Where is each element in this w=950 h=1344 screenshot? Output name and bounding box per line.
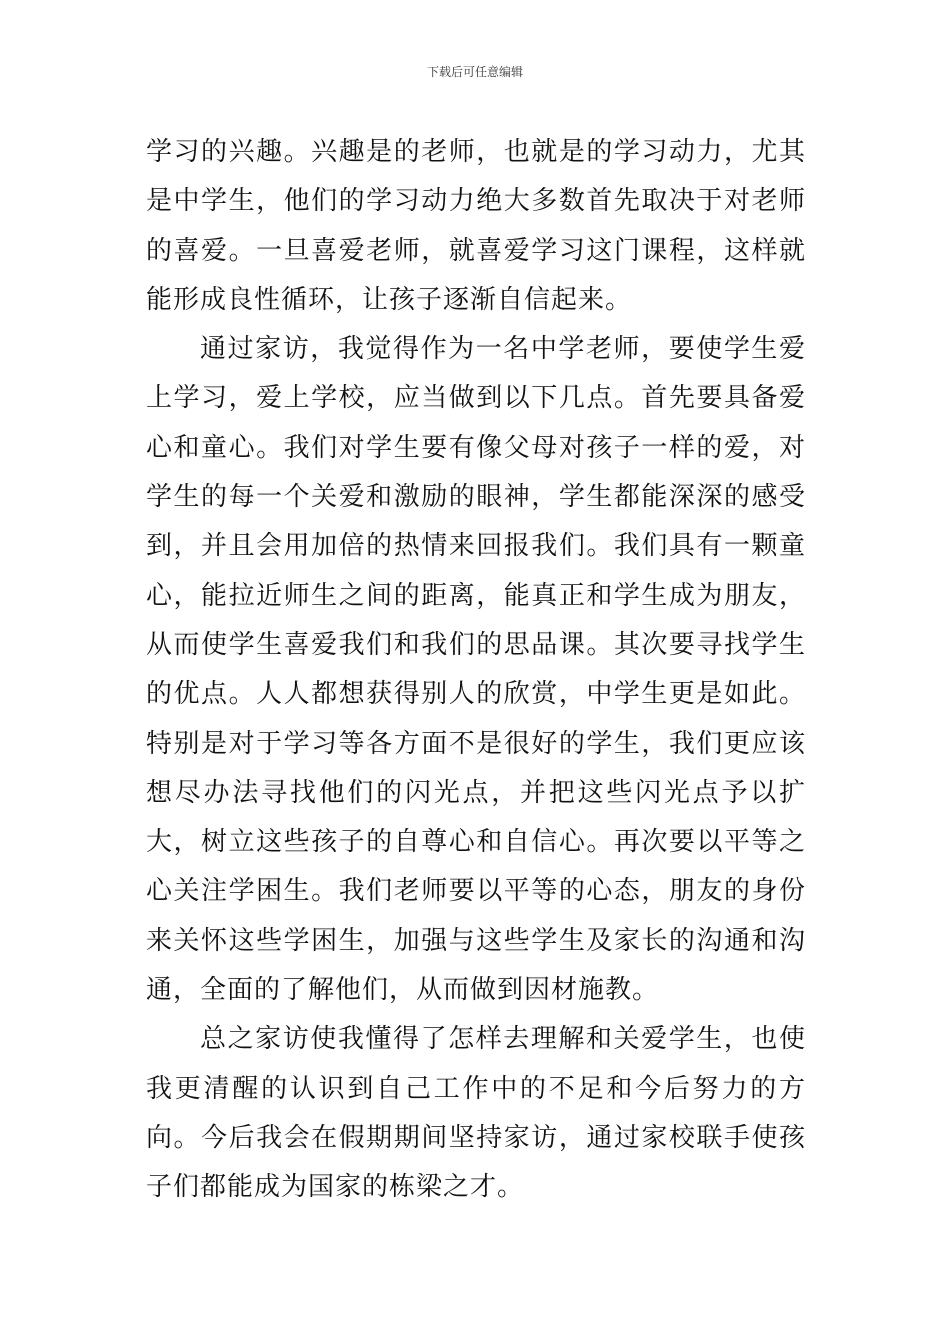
- page-header: 下载后可任意编辑: [426, 65, 523, 79]
- document-body: [146, 128, 806, 1213]
- paragraph-home-visit-reflection: 通过家访，我觉得作为一名中学老师，要使学生爱上学习，爱上学校，应当做到以下几点。首先要具备爱心和童心。我们对学生要有像父母对孩子一样的爱，对学生的每一个关爱和激励的眼神，学生都能深深的感受到，并且会用加倍的热情来回报我们。我们具有一颗童心，能拉近师生之间的距离，能真正和学生成为朋友，从而使学生喜爱我们和我们的思品课。其次要寻找学生的优点。人人都想获得别人的欣赏，中学生更是如此。特别是对于学习等各方面不是很好的学生，我们更应该想尽办法寻找他们的闪光点，并把这些闪光点予以扩大，树立这些孩子的自尊心和自信心。再次要以平等之心关注学困生。我们老师要以平等的心态，朋友的身份来关怀这些学困生，加强与这些学生及家长的沟通和沟通，全面的了解他们，从而做到因材施教。: [146, 334, 806, 1006]
- paragraph-conclusion: 总之家访使我懂得了怎样去理解和关爱学生，也使我更清醒的认识到自己工作中的不足和今后努力的方向。今后我会在假期期间坚持家访，通过家校联手使孩子们都能成为国家的栋梁之才。: [146, 1024, 806, 1203]
- paragraph-continuation: 学习的兴趣。兴趣是的老师，也就是的学习动力，尤其是中学生，他们的学习动力绝大多数首先取决于对老师的喜爱。一旦喜爱老师，就喜爱学习这门课程，这样就能形成良性循环，让孩子逐渐自信起来。: [146, 137, 806, 315]
